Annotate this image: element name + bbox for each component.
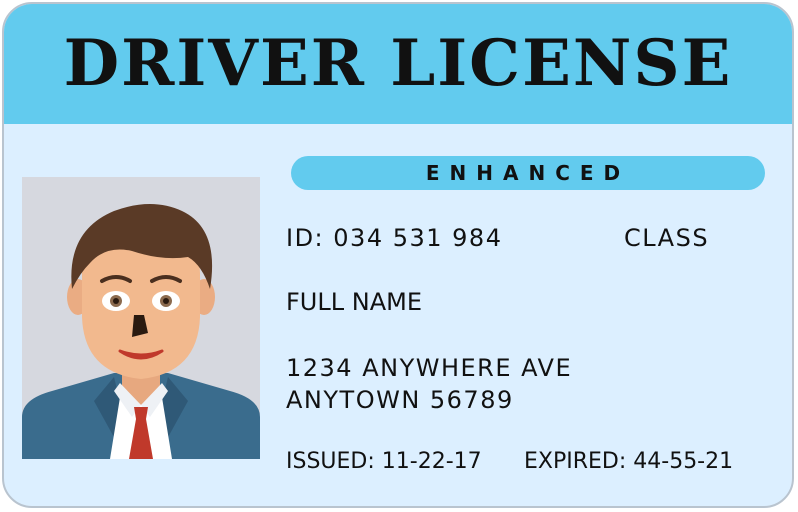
- card-title: DRIVER LICENSE: [63, 26, 733, 101]
- address-line-2: ANYTOWN 56789: [286, 386, 514, 414]
- enhanced-badge: [291, 156, 765, 190]
- full-name-label: FULL NAME: [286, 288, 422, 316]
- address-line-1: 1234 ANYWHERE AVE: [286, 354, 573, 382]
- card-header: [4, 4, 792, 124]
- photo-frame: [22, 177, 260, 459]
- enhanced-badge-label: ENHANCED: [425, 161, 631, 185]
- license-card: [2, 2, 794, 508]
- class-label: CLASS: [624, 224, 710, 252]
- id-number: ID: 034 531 984: [286, 224, 503, 252]
- expired-date: EXPIRED: 44-55-21: [524, 449, 734, 474]
- issued-date: ISSUED: 11-22-17: [286, 449, 482, 474]
- person-portrait-icon: [22, 177, 260, 459]
